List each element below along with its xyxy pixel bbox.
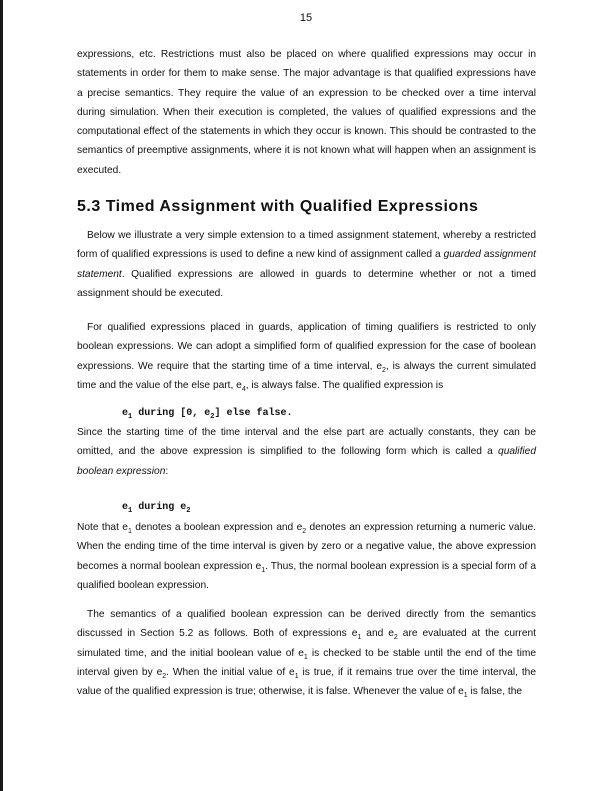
subscript: 2 <box>210 413 215 421</box>
text: part, e <box>210 379 242 391</box>
text: Below we illustrate a very simple extension to a timed assignment statement, whereby a restricted form of qualified expressions is used to define a new kind of assignment called a <box>77 230 536 261</box>
keyword: else <box>191 379 211 391</box>
scan-edge <box>0 0 3 791</box>
text: denotes an expression returning a numeric value. When the ending time of the time interval is given by zero or a negative value, the above expression becomes a normal boolean expression e <box>77 522 536 572</box>
keyword: else <box>323 427 343 438</box>
subscript: 1 <box>127 528 132 535</box>
text: is false, the <box>467 686 523 698</box>
subscript: 2 <box>186 507 191 515</box>
text: , is always the current simulated time and the value of the <box>77 360 536 391</box>
paragraph-3 <box>77 318 536 395</box>
text: is true, if it remains true over the time interval, the value of the qualified expression is true; otherwise, it is false. Whenever the value of e <box>77 666 536 698</box>
subscript: 2 <box>382 366 386 374</box>
text: . Qualified expressions are allowed in guards to determine whether or not a timed assignment should be executed. <box>77 268 536 299</box>
text: . Thus, the normal boolean expression is a special form of a qualified boolean expression. <box>77 560 536 591</box>
paragraph-2 <box>77 226 536 303</box>
emphasis: qualified boolean expression <box>77 446 536 477</box>
subscript: 2 <box>162 672 167 680</box>
subscript: 1 <box>128 507 133 515</box>
subscript: 1 <box>294 672 299 680</box>
para-text: expressions, etc. Restrictions must also be placed on where qualified expressions may occur in statements in order for them to make sense. The major advantage is that qualified expressions have a precise semantics. They require the value of an expression to be checked over a time interval during simulation. When their execution is completed, the values of qualified expressions and the computational effect of the statements in which they occur is known. This should be contrasted to the semantics of preemptive assignments, where it is not known what will happen when an assignment is executed. <box>77 49 536 176</box>
text: : <box>165 465 169 477</box>
code-text: e <box>122 502 129 513</box>
code-text: during e <box>132 502 187 513</box>
code-text: e <box>122 408 129 419</box>
text: are evaluated at the current simulated time, and the initial boolean value of e <box>77 628 536 659</box>
text: is checked to be stable until the end of the time interval given by e <box>77 647 536 678</box>
paragraph-4 <box>77 423 536 481</box>
subscript: 4 <box>241 385 246 393</box>
code-text: ] else false. <box>214 408 293 419</box>
subscript: 2 <box>302 528 307 535</box>
text: part are actually constants, they can be omitted, and the above expression is simplified to the following form which is called a <box>77 427 536 458</box>
text: Since the starting time of the time interval and the <box>77 427 324 438</box>
subscript: 1 <box>463 692 468 700</box>
subscript: 1 <box>261 566 266 574</box>
paragraph-5 <box>77 518 536 595</box>
text: The semantics of a qualified boolean expression can be derived directly from the semantics discussed in Section 5.2 as follows. Both of expressions e <box>77 609 536 640</box>
subscript: 1 <box>128 413 133 421</box>
text: Note that e <box>77 522 128 533</box>
code-text: during [0, e <box>132 408 211 419</box>
code-expression-2 <box>77 498 536 517</box>
subscript: 2 <box>393 634 398 642</box>
text: and e <box>361 628 394 640</box>
paragraph-1 <box>77 45 536 180</box>
subscript: 1 <box>303 653 308 661</box>
text: . When the initial value of e <box>166 666 295 678</box>
emphasis: guarded assignment statement <box>77 249 536 280</box>
code-expression-1 <box>77 404 536 423</box>
page-number: 15 <box>299 12 313 24</box>
text: For qualified expressions placed in guards, application of timing qualifiers is restricted to only boolean expressions. We can adopt a simplified form of qualified expression for the case of boolean expressions. We require that the starting time of a time interval, e <box>77 322 536 372</box>
subscript: 1 <box>357 634 362 642</box>
paragraph-6 <box>77 605 536 701</box>
text: denotes a boolean expression and e <box>131 522 303 533</box>
section-heading: 5.3 Timed Assignment with Qualified Expressions <box>77 198 479 215</box>
text: , is always false. The qualified expression is <box>245 379 444 391</box>
